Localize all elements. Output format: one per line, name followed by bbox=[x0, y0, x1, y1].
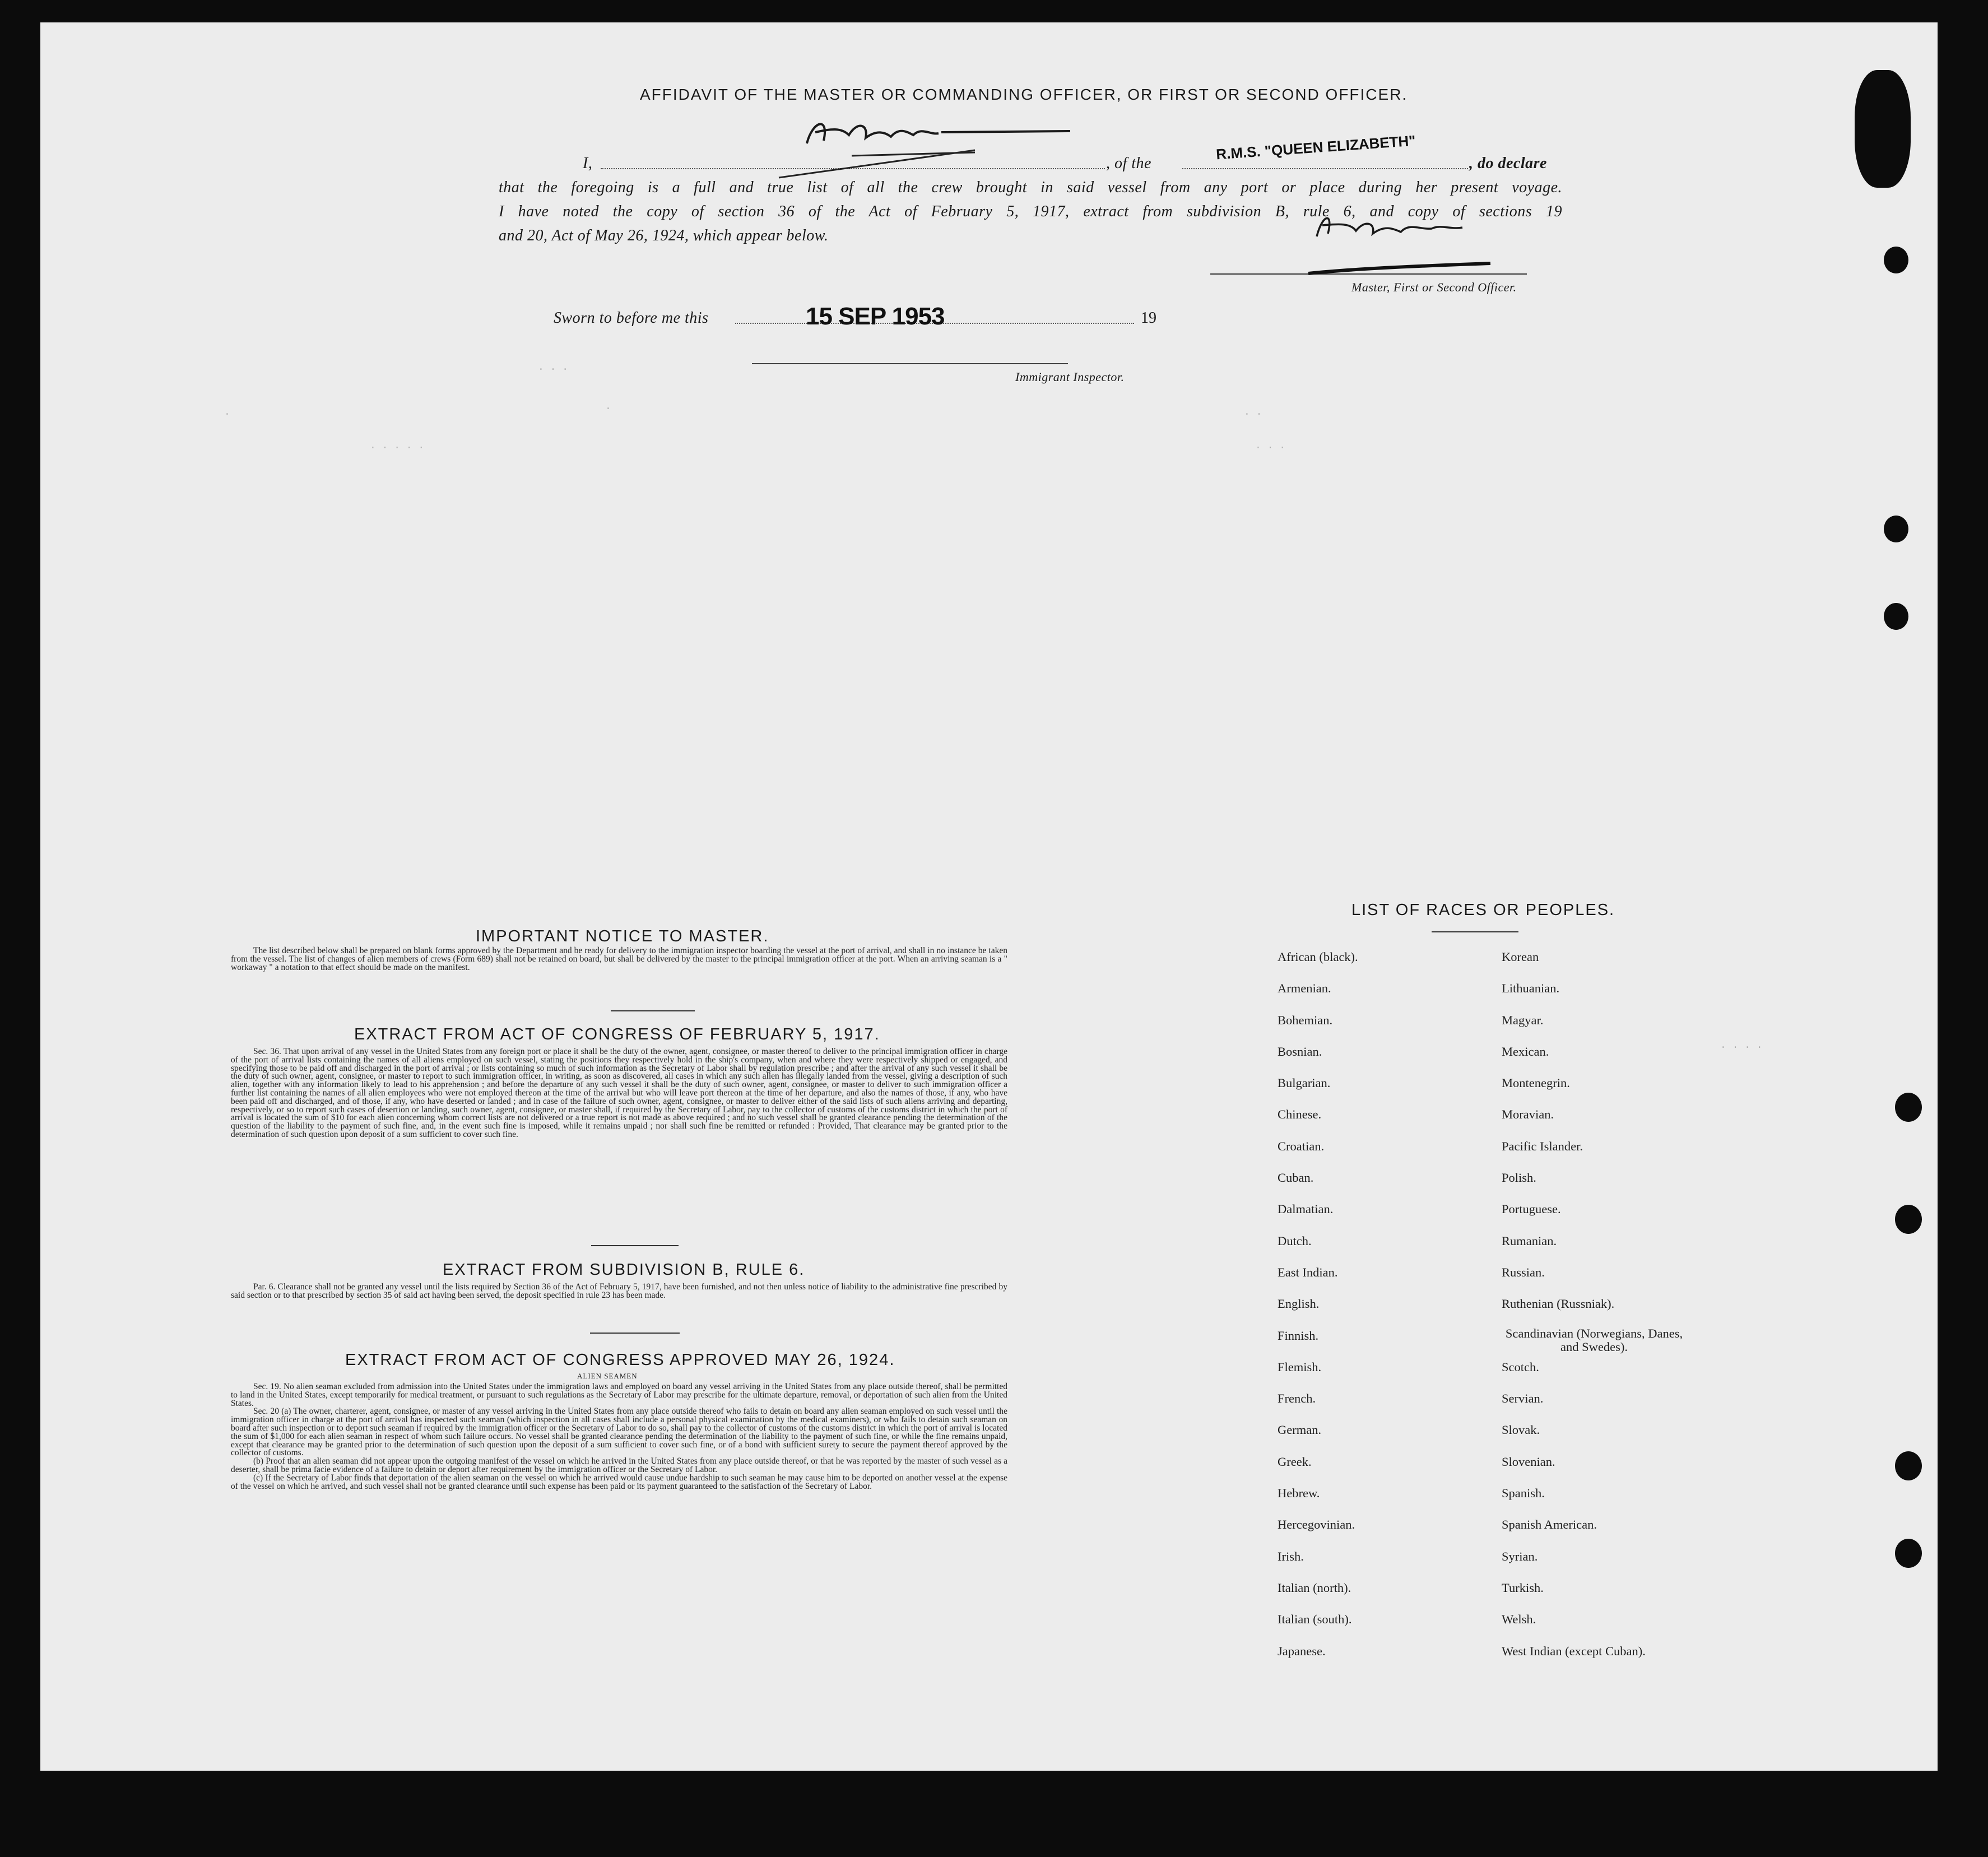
notice-title: IMPORTANT NOTICE TO MASTER. bbox=[476, 927, 769, 945]
race-item: Slovenian. bbox=[1502, 1454, 1555, 1469]
bleed-through-mark: · bbox=[224, 409, 230, 420]
master-signature bbox=[1311, 208, 1479, 248]
race-item: Bulgarian. bbox=[1278, 1076, 1331, 1090]
race-item: Russian. bbox=[1502, 1265, 1545, 1279]
signature-flourish bbox=[1306, 257, 1502, 279]
race-item: Portuguese. bbox=[1502, 1202, 1561, 1217]
race-item: Italian (south). bbox=[1278, 1612, 1352, 1627]
punch-hole bbox=[1884, 247, 1908, 273]
race-item: Bohemian. bbox=[1278, 1013, 1333, 1027]
race-item: Magyar. bbox=[1502, 1013, 1544, 1027]
notice-text: The list described below shall be prepared on blank forms approved by the Department and be ready for delivery to the immigration inspector boarding the vessel at the port of arrival, and shall in no instance be taken from the vessel. The list of changes of alien members of crews (Form 689) shall not be retained on board, but shall be delivered by the master to the principal immigration officer at the port. When an arriving seaman is a " workaway " a notation to that effect should be made on the manifest. bbox=[231, 946, 1007, 972]
race-item: Dalmatian. bbox=[1278, 1202, 1334, 1217]
race-item: Spanish American. bbox=[1502, 1517, 1597, 1532]
affidavit-title: AFFIDAVIT OF THE MASTER OR COMMANDING OFFICER, OR FIRST OR SECOND OFFICER. bbox=[640, 86, 1408, 103]
race-item: Rumanian. bbox=[1502, 1233, 1557, 1248]
date-stamp: 15 SEP 1953 bbox=[806, 303, 945, 330]
races-title: LIST OF RACES OR PEOPLES. bbox=[1351, 901, 1615, 919]
race-item: Italian (north). bbox=[1278, 1580, 1351, 1595]
races-column-2 bbox=[1502, 941, 1687, 1667]
section-divider bbox=[590, 1333, 680, 1334]
sec-20b-text: (b) Proof that an alien seaman did not appear upon the outgoing manifest of the vessel on which he arrived in the United States from any place outside thereof, or that he was reported by the master of such vessel as a deserter, shall be prima facie evidence of a failure to detain or deport after requirement by the immigration officer or the Secretary of Labor. bbox=[231, 1456, 1007, 1474]
year-prefix: 19 bbox=[1141, 309, 1156, 327]
race-item: Pacific Islander. bbox=[1502, 1139, 1583, 1153]
race-item: Moravian. bbox=[1502, 1107, 1554, 1122]
section-divider bbox=[591, 1245, 679, 1246]
i-label: I, bbox=[583, 155, 593, 172]
race-item: English. bbox=[1278, 1297, 1320, 1311]
race-item: Turkish. bbox=[1502, 1580, 1544, 1595]
vessel-line bbox=[1182, 168, 1468, 169]
bleed-through-mark: · bbox=[605, 403, 611, 415]
races-column-1 bbox=[1278, 941, 1358, 1667]
race-item: Armenian. bbox=[1278, 981, 1331, 996]
affidavit-line-3: I have noted the copy of section 36 of the Act of February 5, 1917, extract from subdivision B, rule 6, and copy of sections 19 bbox=[499, 203, 1562, 220]
race-item: Finnish. bbox=[1278, 1328, 1319, 1343]
do-declare-label: , do declare bbox=[1469, 155, 1547, 172]
strike-mark bbox=[773, 147, 986, 180]
master-caption: Master, First or Second Officer. bbox=[1351, 280, 1517, 294]
race-item: Servian. bbox=[1502, 1391, 1544, 1406]
vessel-stamp: R.M.S. "QUEEN ELIZABETH" bbox=[1215, 132, 1416, 163]
race-item: Ruthenian (Russniak). bbox=[1502, 1297, 1615, 1311]
race-item: Polish. bbox=[1502, 1171, 1536, 1185]
races-divider bbox=[1432, 931, 1518, 932]
section-divider bbox=[611, 1010, 695, 1011]
sworn-label: Sworn to before me this bbox=[554, 309, 709, 327]
punch-hole bbox=[1895, 1093, 1922, 1122]
sec-20c-text: (c) If the Secretary of Labor finds that deportation of the alien seaman on the vessel on which he arrived would cause undue hardship to such seaman he may cause him to be deported on another vessel at the expense of the vessel on which he arrived, and such vessel shall not be granted clearance until such expense has been paid or its payment guaranteed to the satisfaction of the Secretary of Labor. bbox=[231, 1473, 1007, 1491]
extract-1917-text: Sec. 36. That upon arrival of any vessel in the United States from any foreign port or place it shall be the duty of the owner, agent, consignee, or master thereof to deliver to the principal immigration officer in charge of the port of arrival lists containing the names of all aliens employed on such vessel, stating the positions they respectively hold in the ship's company, when and where they were respectively shipped or engaged, and specifying those to be paid off and discharged in the port of arrival ; or lists containing so much of such information as the Secretary of Labor shall by regulation prescribe ; and after the arrival of any such vessel it shall be the duty of such owner, agent, consignee, or master to report to such immigration officer, in writing, as soon as discovered, all cases in which any such alien has illegally landed from the vessel, giving a description of such alien, together with any information likely to lead to his apprehension ; and before the departure of any such vessel it shall be the duty of such owner, agent, consignee, or master to deliver to such immigration officer a further list containing the names of all alien employees who were not employed thereon at the time of the arrival but who will leave port thereon at the time of her departure, and also the names of those, if any, who have been paid off and discharged, and of those, if any, who have deserted or landed ; and in case of the failure of such owner, agent, consignee, or master to deliver either of the said lists of such aliens arriving and departing, respectively, or so to report such cases of desertion or landing, such owner, agent, consignee, or master shall, if required by the Secretary of Labor, pay to the collector of customs of the customs district in which the port of arrival is located the sum of $10 for each alien concerning whom correct lists are not delivered or a true report is not made as above required ; and no such vessel shall be granted clearance pending the determination of the question of the liability to the payment of such fine, and, in the event such fine is imposed, while it remains unpaid ; nor shall such fine be remitted or refunded : Provided, That clearance may be granted prior to the determination of such question upon deposit of a sum sufficient to cover such fine. bbox=[231, 1047, 1007, 1139]
race-item: African (black). bbox=[1278, 950, 1358, 964]
subdivision-b-text: Par. 6. Clearance shall not be granted any vessel until the lists required by Section 36 of the Act of February 5, 1917, have been furnished, and not then unless notice of liability to the administrative fine prescribed by said section or to that prescribed by section 35 of said act having been served, the deposit specified in rule 23 has been made. bbox=[231, 1282, 1007, 1300]
race-item: Korean bbox=[1502, 950, 1539, 964]
bleed-through-mark: · · · · bbox=[1720, 1042, 1763, 1053]
race-item: Chinese. bbox=[1278, 1107, 1322, 1122]
race-item: Montenegrin. bbox=[1502, 1076, 1570, 1090]
race-item: Lithuanian. bbox=[1502, 981, 1560, 996]
extract-1924-body bbox=[231, 1383, 1007, 1491]
bleed-through-mark: · · · bbox=[1255, 443, 1286, 454]
race-item: Dutch. bbox=[1278, 1233, 1312, 1248]
race-item: German. bbox=[1278, 1423, 1322, 1437]
punch-hole bbox=[1884, 603, 1908, 630]
race-item: Mexican. bbox=[1502, 1044, 1549, 1059]
extract-1924-title: EXTRACT FROM ACT OF CONGRESS APPROVED MAY 26, 1924. bbox=[345, 1351, 895, 1369]
alien-seamen-subtitle: ALIEN SEAMEN bbox=[577, 1372, 638, 1380]
punch-hole bbox=[1895, 1205, 1922, 1234]
subdivision-b-body bbox=[231, 1283, 1007, 1300]
inspector-caption: Immigrant Inspector. bbox=[1015, 370, 1125, 384]
affidavit-line-4: and 20, Act of May 26, 1924, which appear below. bbox=[499, 227, 829, 244]
race-item: Syrian. bbox=[1502, 1549, 1538, 1563]
punch-hole bbox=[1884, 516, 1908, 542]
extract-1917-title: EXTRACT FROM ACT OF CONGRESS OF FEBRUARY 5, 1917. bbox=[354, 1025, 880, 1043]
race-item: Scandinavian (Norwegians, Danes, and Swedes). bbox=[1505, 1326, 1683, 1354]
race-item: Hebrew. bbox=[1278, 1486, 1320, 1501]
ink-blot bbox=[1855, 70, 1911, 188]
sec-20a-text: Sec. 20 (a) The owner, charterer, agent, consignee, or master of any vessel arriving in the United States from any place outside thereof who fails to detain on board any alien seaman employed on such vessel until the immigration officer in charge at the port of arrival has inspected such seaman (which inspection in all cases shall include a personal physical examination by the medical examiners), or who fails to detain such seaman on board after such inspection or to deport such seaman if required by the immigration officer or the Secretary of Labor to do so, shall pay to the collector of customs of the customs district in which the port of arrival is located the sum of $1,000 for each alien seaman in respect of whom such failure occurs. No vessel shall be granted clearance pending the determination of the liability to the payment of such fine, or while the fine remains unpaid, except that clearance may be granted prior to the determination of such question upon the deposit of a sum sufficient to cover such fine, or of a bond with sufficient surety to secure the payment thereof approved by the collector of customs. bbox=[231, 1406, 1007, 1458]
inspector-signature-line bbox=[752, 363, 1068, 364]
affidavit-line-2: that the foregoing is a full and true list of all the crew brought in said vessel from any port or place during her present voyage. bbox=[499, 179, 1562, 196]
sec-19-text: Sec. 19. No alien seaman excluded from admission into the United States under the immigration laws and employed on board any vessel arriving in the United States from any place outside thereof, shall be permitted to land in the United States, except temporarily for medical treatment, or pursuant to such regulations as the Secretary of Labor may prescribe for the ultimate departure, removal, or deportation of such alien from the United States. bbox=[231, 1382, 1007, 1408]
race-item: Bosnian. bbox=[1278, 1044, 1322, 1059]
notice-body bbox=[231, 947, 1007, 972]
race-item: Spanish. bbox=[1502, 1486, 1545, 1501]
of-the-label: , of the bbox=[1106, 155, 1151, 172]
race-item: Scotch. bbox=[1502, 1359, 1539, 1374]
race-item: Slovak. bbox=[1502, 1423, 1540, 1437]
bleed-through-mark: · · bbox=[1244, 409, 1262, 420]
punch-hole bbox=[1895, 1451, 1922, 1480]
bleed-through-mark: · · · bbox=[538, 364, 569, 375]
race-item: Cuban. bbox=[1278, 1171, 1314, 1185]
bleed-through-mark: · · · · · bbox=[370, 443, 425, 454]
race-item: Flemish. bbox=[1278, 1359, 1322, 1374]
race-item: East Indian. bbox=[1278, 1265, 1338, 1279]
extract-1917-body bbox=[231, 1048, 1007, 1139]
race-item: Greek. bbox=[1278, 1454, 1312, 1469]
race-item: West Indian (except Cuban). bbox=[1502, 1644, 1646, 1658]
punch-hole bbox=[1895, 1539, 1922, 1568]
race-item: Irish. bbox=[1278, 1549, 1304, 1563]
race-item: Croatian. bbox=[1278, 1139, 1325, 1153]
race-item: Japanese. bbox=[1278, 1644, 1326, 1658]
race-item: Welsh. bbox=[1502, 1612, 1536, 1627]
race-item: French. bbox=[1278, 1391, 1316, 1406]
race-item: Hercegovinian. bbox=[1278, 1517, 1355, 1532]
subdivision-b-title: EXTRACT FROM SUBDIVISION B, RULE 6. bbox=[443, 1261, 805, 1279]
